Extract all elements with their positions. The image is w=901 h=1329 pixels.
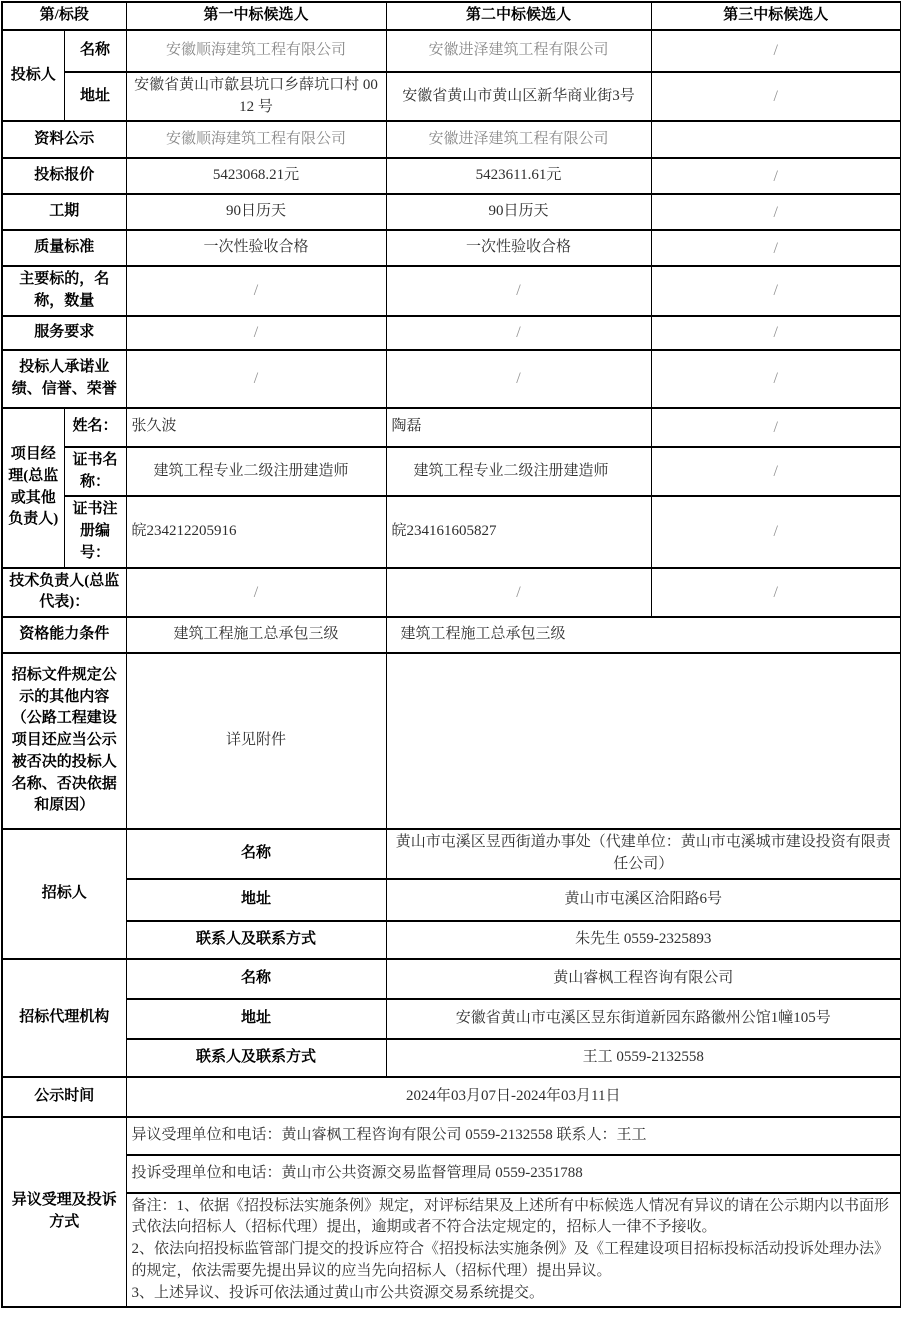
tenderer-contact-label: 联系人及联系方式 [126,921,386,959]
pm-cert-name-candidate3: / [651,447,901,497]
header-candidate3: 第三中标候选人 [651,2,901,30]
tech-lead-candidate1: / [126,568,386,618]
pm-cert-no-candidate1: 皖234212205916 [126,496,386,567]
duration-candidate3: / [651,194,901,230]
data-publicity-candidate3 [651,121,901,158]
row-label-data-publicity: 资料公示 [2,121,126,158]
remark-line-3: 3、上述异议、投诉可依法通过黄山市公共资源交易系统提交。 [131,1284,545,1301]
bidder-name-candidate1: 安徽顺海建筑工程有限公司 [126,30,386,72]
bidder-name-candidate3: / [651,30,901,72]
row-label-qualification: 资格能力条件 [2,617,126,653]
service-candidate2: / [386,316,651,350]
pm-cert-name-candidate1: 建筑工程专业二级注册建造师 [126,447,386,497]
pm-cert-name-candidate2: 建筑工程专业二级注册建造师 [386,447,651,497]
pm-name-candidate3: / [651,408,901,447]
publicity-period-value: 2024年03月07日-2024年03月11日 [126,1077,901,1117]
header-section-label: 第/标段 [2,2,126,30]
bidder-name-label: 名称 [64,30,126,72]
subject-candidate2: / [386,266,651,316]
remark-line-1: 备注：1、依据《招投标法实施条例》规定，对评标结果及上述所有中标候选人情况有异议的请在公示期内以书面形式依法向招标人（招标代理）提出，逾期或者不符合法定规定的，招标人一律不予接收。 [131,1197,890,1236]
agency-name-label: 名称 [126,959,386,999]
tech-lead-candidate3: / [651,568,901,618]
bidder-address-candidate1: 安徽省黄山市歙县坑口乡薛坑口村 0012 号 [126,72,386,122]
row-label-bid-price: 投标报价 [2,158,126,194]
subject-candidate1: / [126,266,386,316]
other-content-extra [386,653,901,829]
row-label-publicity-period: 公示时间 [2,1077,126,1117]
pm-name-candidate1: 张久波 [126,408,386,447]
quality-candidate3: / [651,230,901,266]
bid-result-table-container [1,1,900,1308]
row-label-bidder: 投标人 [2,30,64,122]
qualification-candidate1: 建筑工程施工总承包三级 [126,617,386,653]
pm-cert-name-label: 证书名称： [64,447,126,497]
row-label-promise: 投标人承诺业绩、信誉、荣誉 [2,350,126,408]
bidder-address-candidate2: 安徽省黄山市黄山区新华商业街3号 [386,72,651,122]
promise-candidate2: / [386,350,651,408]
tenderer-name-label: 名称 [126,829,386,879]
quality-candidate1: 一次性验收合格 [126,230,386,266]
tenderer-address-value: 黄山市屯溪区洽阳路6号 [386,879,901,921]
row-label-project-manager: 项目经理(总监或其他负责人) [2,408,64,568]
bid-price-candidate2: 5423611.61元 [386,158,651,194]
objection-line2: 投诉受理单位和电话：黄山市公共资源交易监督管理局 0559-2351788 [126,1155,901,1193]
row-label-tech-lead: 技术负责人(总监代表)： [2,568,126,618]
other-content-value: 详见附件 [126,653,386,829]
promise-candidate3: / [651,350,901,408]
row-label-duration: 工期 [2,194,126,230]
objection-line1: 异议受理单位和电话：黄山睿枫工程咨询有限公司 0559-2132558 联系人：王工 [126,1117,901,1155]
bid-price-candidate3: / [651,158,901,194]
qualification-candidate2: 建筑工程施工总承包三级 [386,617,901,653]
data-publicity-candidate1: 安徽顺海建筑工程有限公司 [126,121,386,158]
pm-name-label: 姓名： [64,408,126,447]
header-candidate2: 第二中标候选人 [386,2,651,30]
service-candidate3: / [651,316,901,350]
bid-price-candidate1: 5423068.21元 [126,158,386,194]
row-label-subject: 主要标的，名称，数量 [2,266,126,316]
row-label-other-content: 招标文件规定公示的其他内容（公路工程建设项目还应当公示被否决的投标人名称、否决依据和原因） [2,653,126,829]
data-publicity-candidate2: 安徽进泽建筑工程有限公司 [386,121,651,158]
service-candidate1: / [126,316,386,350]
row-label-agency: 招标代理机构 [2,959,126,1077]
header-candidate1: 第一中标候选人 [126,2,386,30]
bid-candidates-publicity-table [1,1,901,1308]
subject-candidate3: / [651,266,901,316]
objection-remark [126,1193,901,1308]
quality-candidate2: 一次性验收合格 [386,230,651,266]
duration-candidate2: 90日历天 [386,194,651,230]
agency-address-value: 安徽省黄山市屯溪区昱东街道新园东路徽州公馆1幢105号 [386,999,901,1039]
tenderer-address-label: 地址 [126,879,386,921]
tenderer-name-value: 黄山市屯溪区昱西街道办事处（代建单位：黄山市屯溪城市建设投资有限责任公司） [386,829,901,879]
bidder-address-candidate3: / [651,72,901,122]
duration-candidate1: 90日历天 [126,194,386,230]
agency-contact-label: 联系人及联系方式 [126,1039,386,1077]
tenderer-contact-value: 朱先生 0559-2325893 [386,921,901,959]
tech-lead-candidate2: / [386,568,651,618]
agency-contact-value: 王工 0559-2132558 [386,1039,901,1077]
agency-address-label: 地址 [126,999,386,1039]
bidder-name-candidate2: 安徽进泽建筑工程有限公司 [386,30,651,72]
pm-name-candidate2: 陶磊 [386,408,651,447]
pm-cert-no-candidate2: 皖234161605827 [386,496,651,567]
row-label-quality: 质量标准 [2,230,126,266]
pm-cert-no-label: 证书注册编号： [64,496,126,567]
row-label-tenderer: 招标人 [2,829,126,959]
promise-candidate1: / [126,350,386,408]
agency-name-value: 黄山睿枫工程咨询有限公司 [386,959,901,999]
row-label-service: 服务要求 [2,316,126,350]
pm-cert-no-candidate3: / [651,496,901,567]
row-label-objection: 异议受理及投诉方式 [2,1117,126,1308]
bidder-address-label: 地址 [64,72,126,122]
remark-line-2: 2、依法向招投标监管部门提交的投诉应符合《招投标法实施条例》及《工程建设项目招标投标活动投诉处理办法》的规定，依法需要先提出异议的应当先向招标人（招标代理）提出异议。 [131,1241,890,1279]
